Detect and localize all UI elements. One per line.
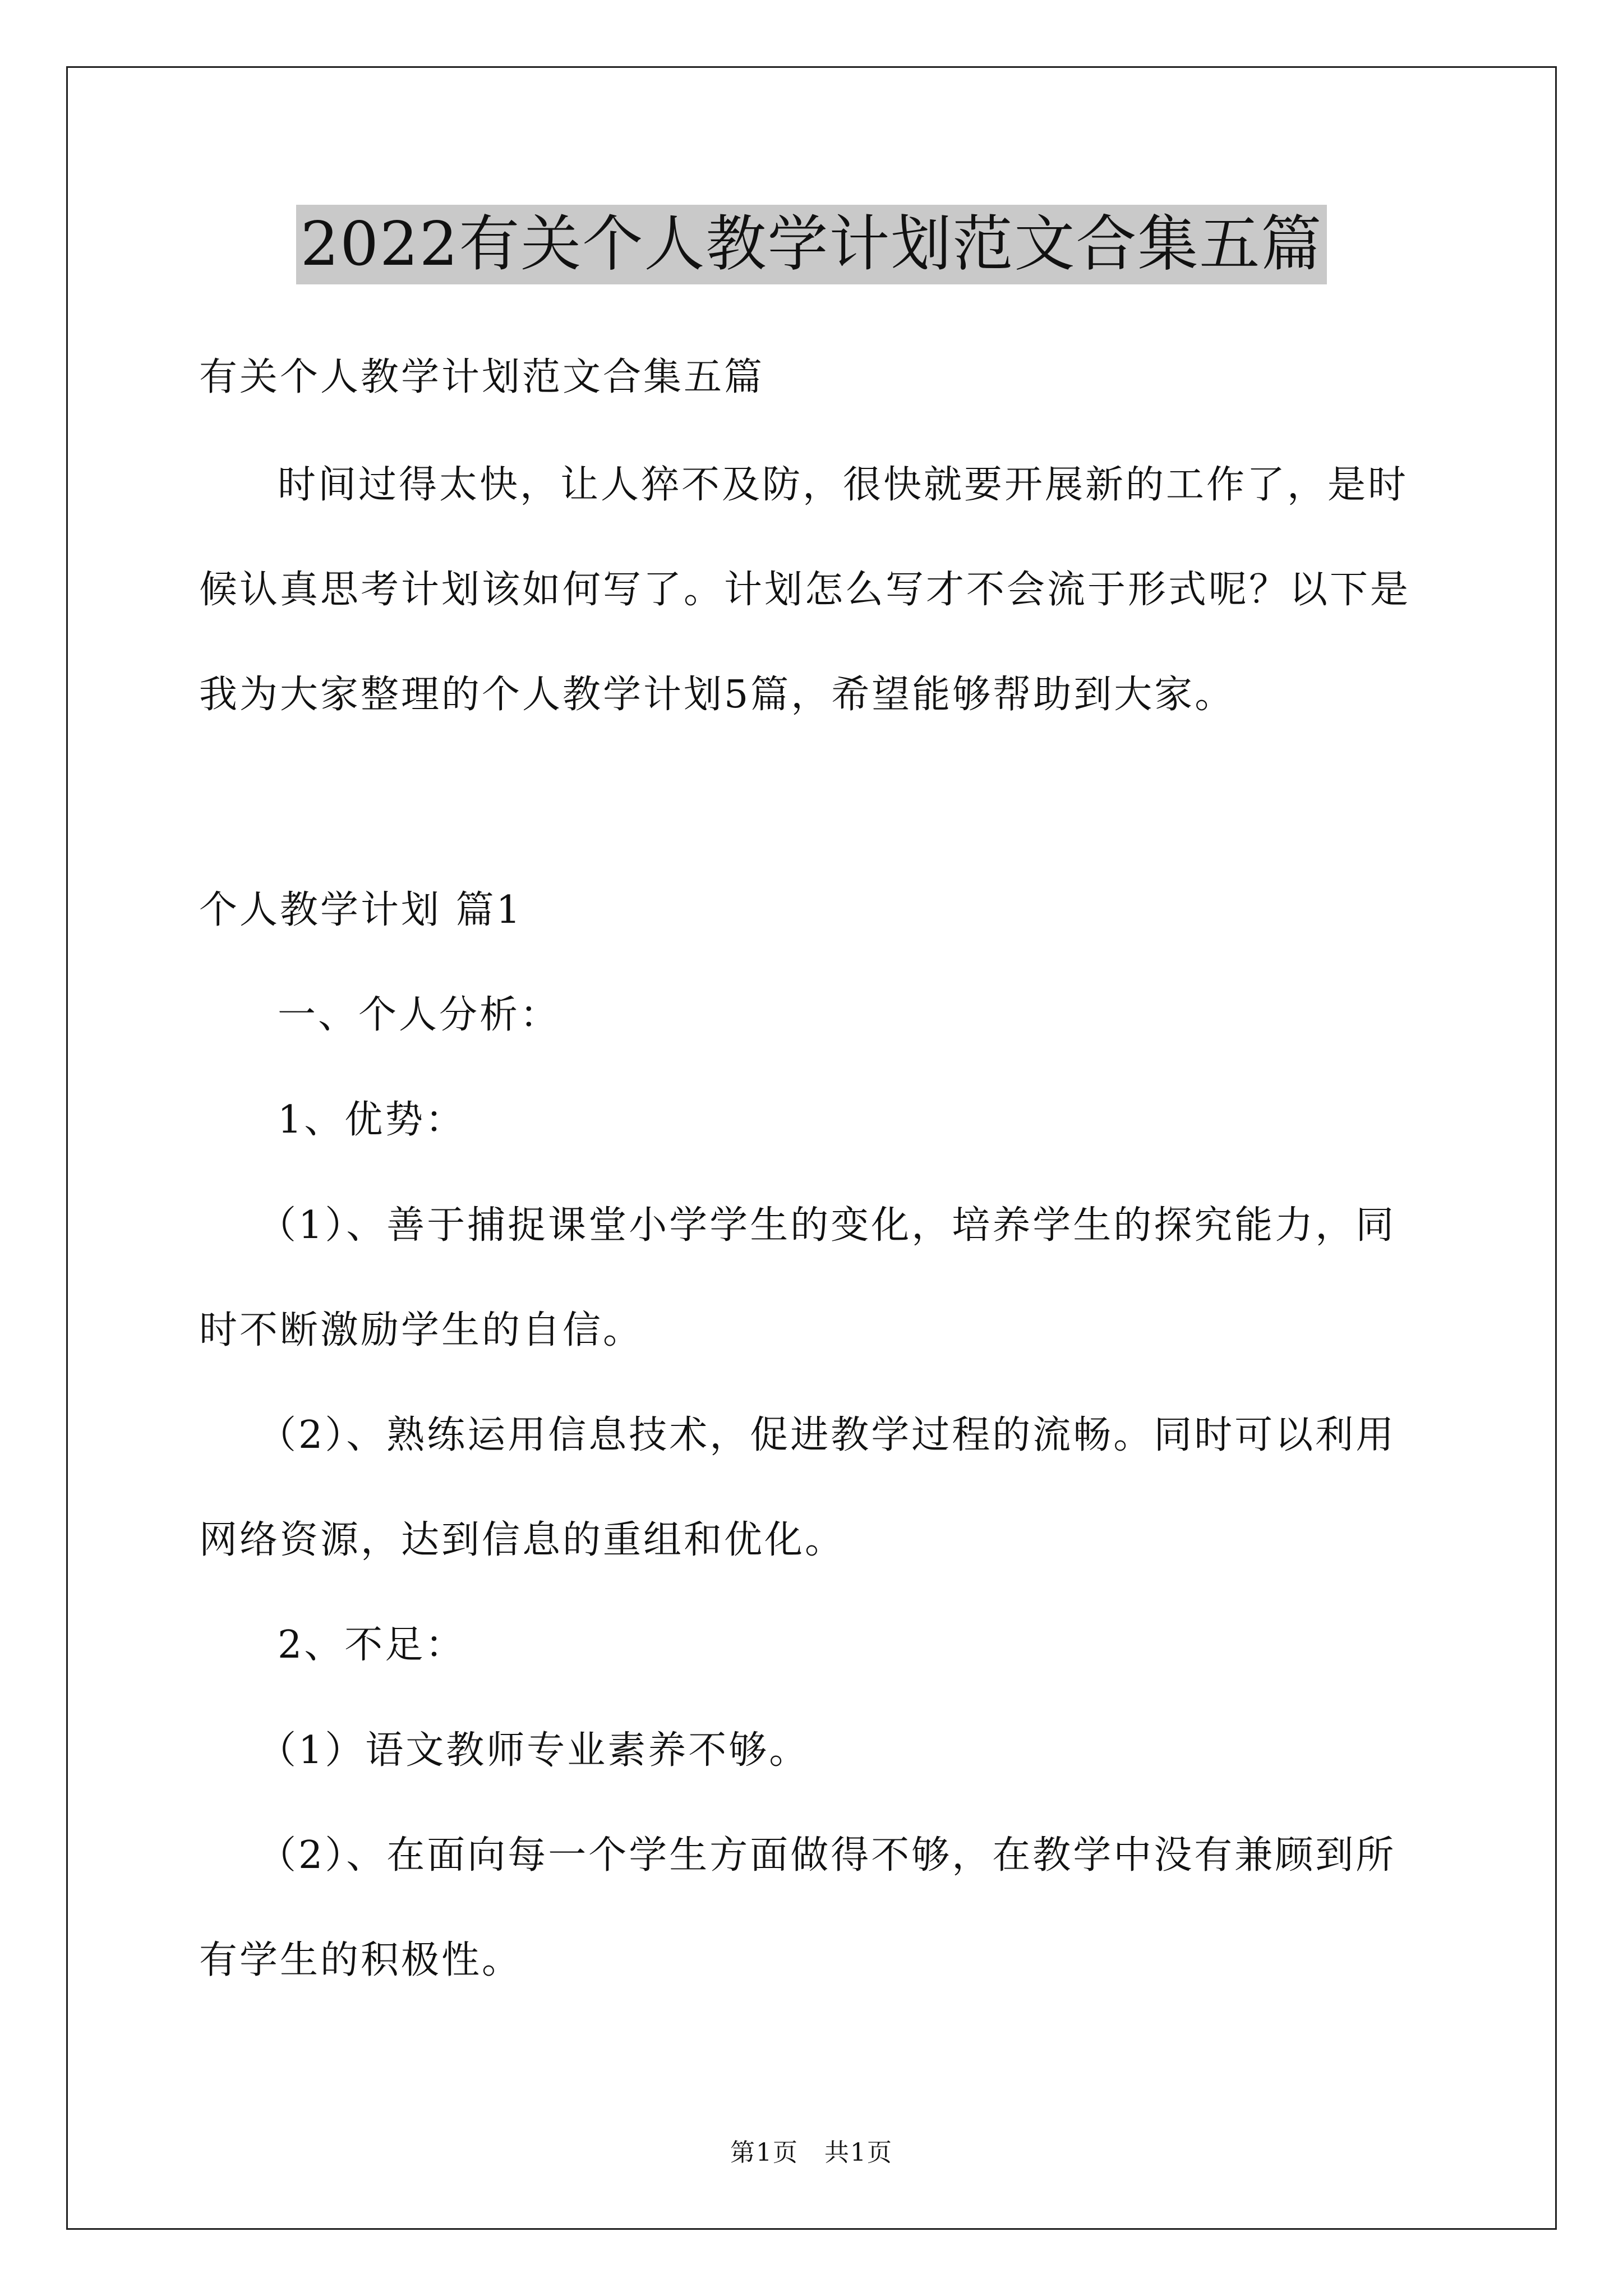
strength-2-line-2: 网络资源，达到信息的重组和优化。	[199, 1518, 846, 1562]
page-footer: 第1页 共1页	[730, 2138, 893, 2167]
document-title: 2022有关个人教学计划范文合集五篇	[296, 205, 1327, 284]
strength-1-line-1: （1）、善于捕捉课堂小学学生的变化，培养学生的探究能力，同	[258, 1203, 1396, 1248]
strength-2-line-1: （2）、熟练运用信息技术，促进教学过程的流畅。同时可以利用	[258, 1413, 1396, 1457]
title-container	[0, 205, 1623, 284]
intro-line-1: 时间过得太快，让人猝不及防，很快就要开展新的工作了，是时	[278, 463, 1409, 507]
weakness-2-line-2: 有学生的积极性。	[199, 1938, 523, 1982]
intro-line-2: 候认真思考计划该如何写了。计划怎么写才不会流于形式呢？以下是	[199, 568, 1411, 612]
weakness-heading: 2、不足：	[278, 1623, 466, 1667]
section-heading: 个人教学计划 篇1	[199, 888, 523, 932]
strengths-heading: 1、优势：	[278, 1098, 466, 1142]
analysis-heading: 一、个人分析：	[278, 993, 561, 1037]
document-subtitle: 有关个人教学计划范文合集五篇	[199, 355, 765, 399]
weakness-2-line-1: （2）、在面向每一个学生方面做得不够，在教学中没有兼顾到所	[258, 1833, 1396, 1878]
weakness-1: （1）语文教师专业素养不够。	[258, 1728, 810, 1773]
strength-1-line-2: 时不断激励学生的自信。	[199, 1308, 644, 1352]
intro-line-3: 我为大家整理的个人教学计划5篇，希望能够帮助到大家。	[199, 673, 1235, 717]
